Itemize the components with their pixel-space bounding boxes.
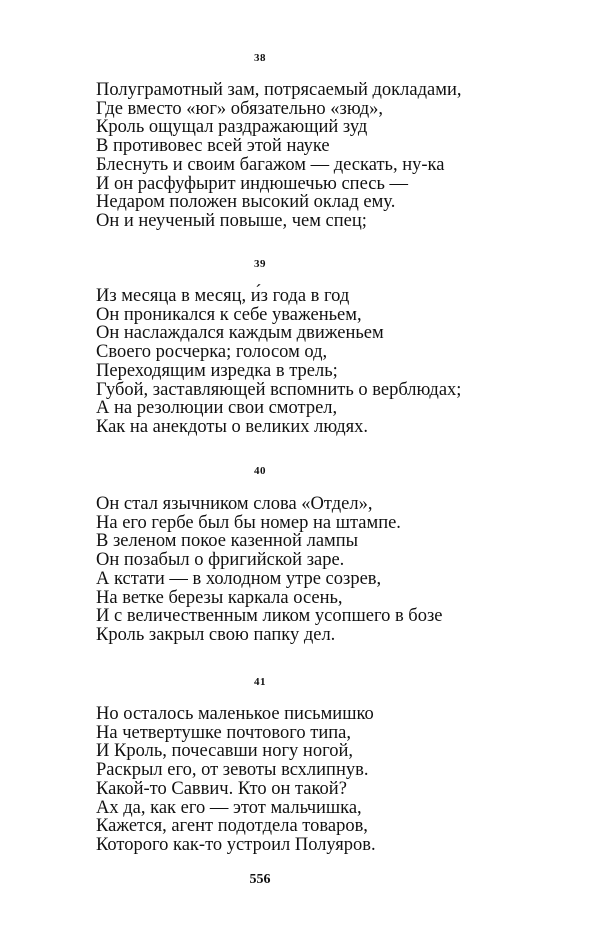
poem-line: Своего росчерка; голосом од, [96,342,328,363]
stanza-number: 39 [254,258,266,270]
poem-line: Как на анекдоты о великих людях. [96,416,369,437]
stanza [96,81,461,231]
poem-line: Он позабыл о фригийской заре. [96,550,345,571]
poem-line: Но осталось маленькое письмишко [96,704,374,724]
stanza-number: 40 [254,465,266,477]
poem-line: Какой-то Саввич. Кто он такой? [96,778,347,799]
poem-line: Недаром положен высокий оклад ему. [96,192,396,213]
poem-line: В зеленом покое казенной лампы [96,531,359,552]
poem-line: Он проникался к себе уваженьем, [96,304,362,325]
stanza-number: 38 [254,52,266,64]
poem-line: Ах да, как его — этот мальчишка, [96,797,362,818]
poem-line: Кроль закрыл свою папку дел. [96,624,336,645]
poem-line: Кажется, агент подотдела товаров, [96,816,368,837]
poem-line: И Кроль, почесавши ногу ногой, [96,741,353,762]
poem-line: Кроль ощущал раздражающий зуд [96,117,368,138]
poem-line: Он стал язычником слова «Отдел», [96,494,373,514]
poem-line: На ветке березы каркала осень, [96,587,343,608]
poem-line: На его гербе был бы номер на штампе. [96,512,401,533]
poem-line: Переходящим изредка в трель; [96,360,338,381]
poem-line: На четвертушке почтового типа, [96,722,351,743]
stanza-number: 41 [254,676,266,688]
poem-line: А кстати — в холодном утре созрев, [96,568,382,589]
poem-line: И с величественным ликом усопшего в бозе [96,606,443,627]
poem-line: Он наслаждался каждым движеньем [96,323,384,344]
poem-line: В противовес всей этой науке [96,136,330,157]
stanza [96,705,376,855]
poem-line: И он расфуфырит индюшечью спесь — [96,173,409,194]
poem-line: Которого как-то устроил Полуяров. [96,834,376,855]
stanza [96,495,443,645]
poem-line: А на резолюции свои смотрел, [96,398,338,419]
stanza [96,287,461,437]
poem-line: Он и неученый повыше, чем спец; [96,210,367,231]
page-number: 556 [249,872,271,887]
poem-line: Из месяца в месяц, и́з года в год [96,286,350,306]
poem-line: Раскрыл его, от зевоты всхлипнув. [96,760,369,781]
poem-line: Блеснуть и своим багажом — дескать, ну-ка [96,154,445,175]
poem-line: Где вместо «юг» обязательно «зюд», [96,98,384,119]
poem-line: Полуграмотный зам, потрясаемый докладами, [96,80,462,100]
poem-line: Губой, заставляющей вспомнить о верблюдах; [96,379,462,400]
